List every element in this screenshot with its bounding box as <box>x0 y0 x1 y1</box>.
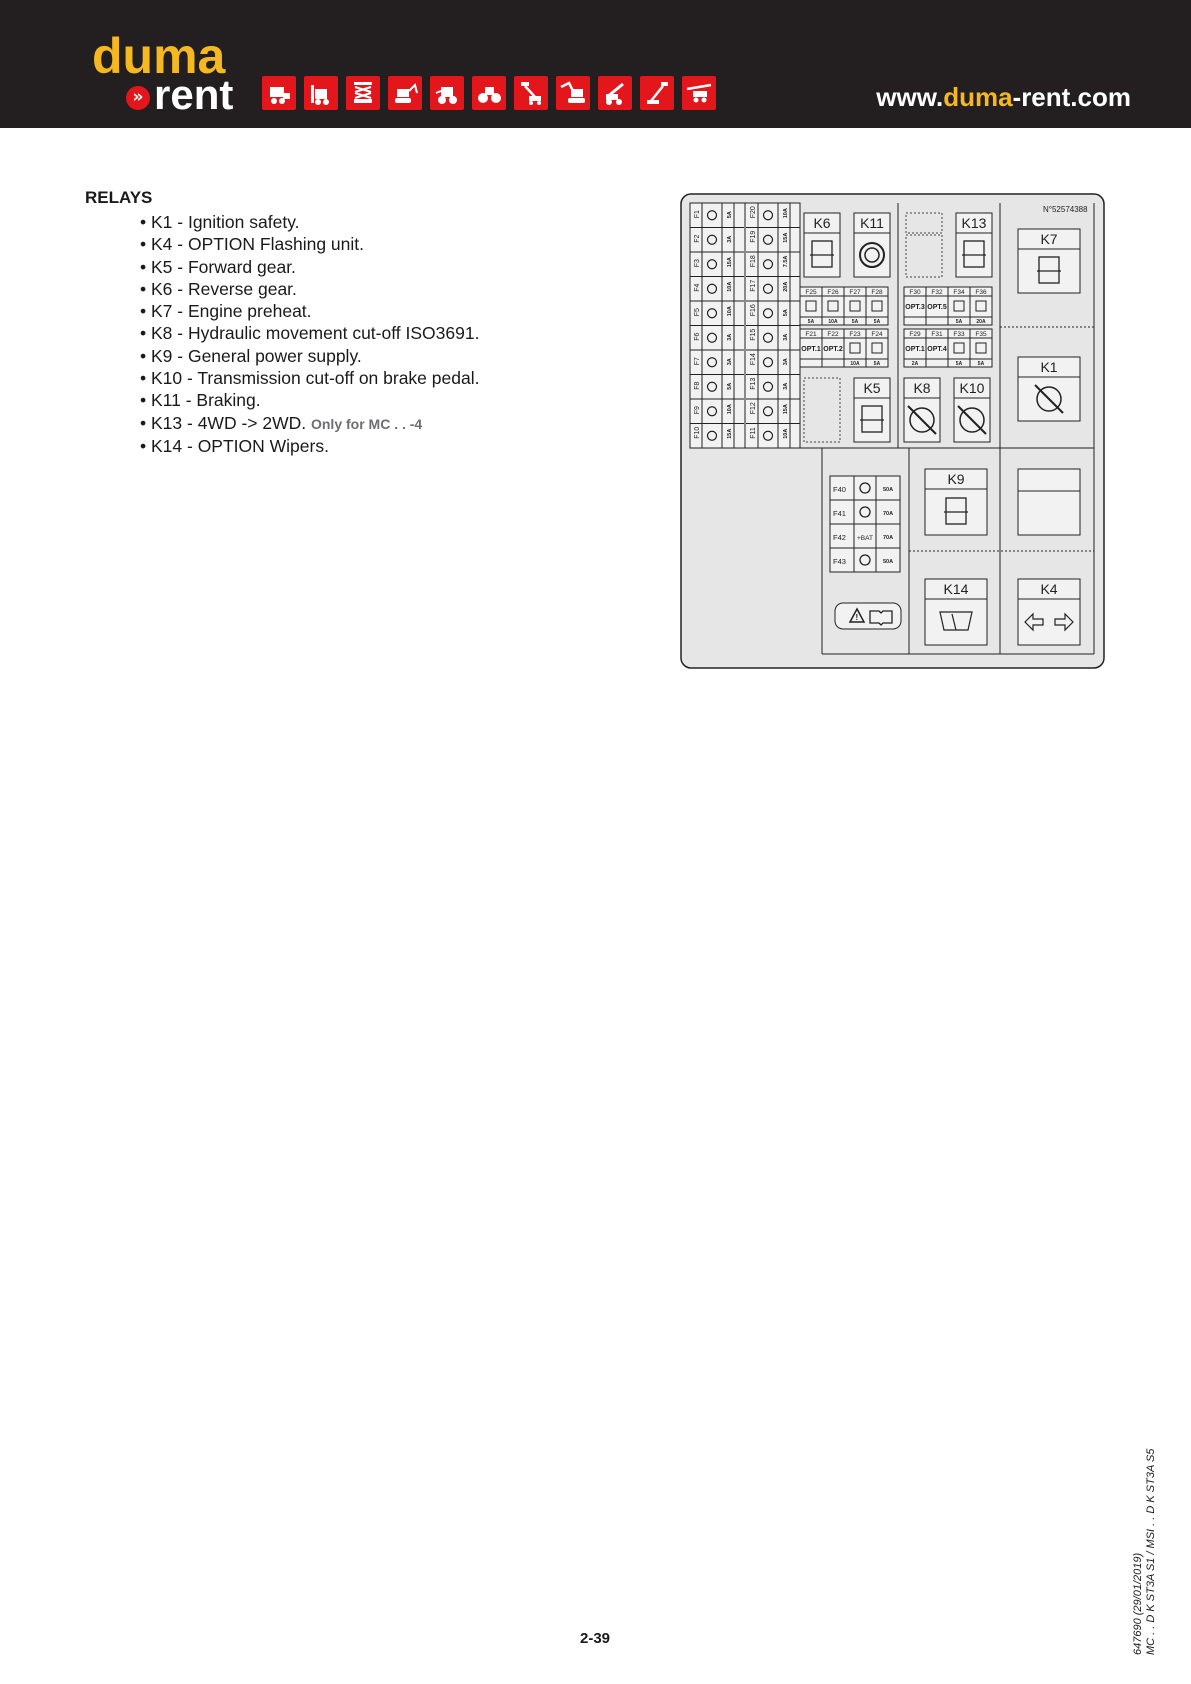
wheel-loader-icon <box>430 76 464 110</box>
relay-k4 <box>1018 579 1080 645</box>
fuse-amperage: 5A <box>873 361 881 367</box>
fuse-label: F14 <box>750 353 757 366</box>
fuse-amperage: 15A <box>727 257 733 268</box>
warning-exclamation-icon: ! <box>855 613 859 622</box>
logo-rent-text: rent <box>154 71 234 118</box>
fuse-option-label: OPT.5 <box>927 304 947 311</box>
list-item: • K8 - Hydraulic movement cut-off ISO3691. <box>140 322 479 344</box>
fuse-amperage: 10A <box>783 428 789 439</box>
list-item: • K1 - Ignition safety. <box>140 211 479 233</box>
relay-label: K10 <box>959 380 985 396</box>
fuse-amperage: 3A <box>727 358 733 366</box>
fuse-amperage: 50A <box>882 487 894 493</box>
relay-k9 <box>925 469 987 535</box>
list-item: • K6 - Reverse gear. <box>140 278 479 300</box>
fuse-label: F31 <box>931 331 943 338</box>
fuse-amperage: 5A <box>851 319 859 325</box>
fuse-label: F11 <box>750 427 757 439</box>
relay-label: K13 <box>961 215 987 231</box>
fuse-amperage: 3A <box>783 333 789 341</box>
fuse-label: F12 <box>750 402 757 415</box>
relay-k8 <box>904 378 940 442</box>
fuse-amperage: 15A <box>783 404 789 415</box>
fuse-label: F29 <box>909 331 921 338</box>
fuse-label: F21 <box>805 331 817 338</box>
boom-lift-icon <box>514 76 548 110</box>
relay-label: K11 <box>860 215 884 231</box>
fuse-label: F1 <box>694 210 701 219</box>
relay-k7 <box>1018 229 1080 293</box>
crane-truck-icon <box>682 76 716 110</box>
fuse-amperage: 3A <box>783 358 789 366</box>
fuse-row-f21-f24 <box>800 329 888 367</box>
fuse-label: F35 <box>975 331 987 338</box>
mast-lift-icon <box>640 76 674 110</box>
fuse-row-f29-f35 <box>904 329 992 367</box>
fuse-amperage: 3A <box>727 333 733 341</box>
fuse-amperage: 70A <box>882 511 894 517</box>
main-fuse-block <box>830 476 900 572</box>
fuse-amperage: 7.5A <box>783 255 789 268</box>
fuse-amperage: 5A <box>955 361 963 367</box>
fuse-label: F10 <box>694 426 701 439</box>
fuse-amperage: 2A <box>911 361 919 367</box>
fuse-amperage: 10A <box>727 306 733 317</box>
empty-relay-slot <box>1018 469 1080 491</box>
fuse-amperage: 10A <box>727 281 733 292</box>
fuse-label: F33 <box>953 331 965 338</box>
relay-label: K8 <box>913 380 931 396</box>
list-item: • K14 - OPTION Wipers. <box>140 435 479 457</box>
fuse-label: F23 <box>849 331 861 338</box>
fuse-label: F8 <box>694 381 701 390</box>
fuse-option-label: OPT.2 <box>823 346 843 353</box>
fuse-amperage: 10A <box>727 404 733 415</box>
fuse-label: F20 <box>750 206 757 219</box>
fuse-label: F6 <box>694 332 701 341</box>
excavator-icon <box>556 76 590 110</box>
mini-excavator-icon <box>388 76 422 110</box>
fuse-amperage: 10A <box>783 208 789 219</box>
roller-icon <box>472 76 506 110</box>
fuse-label: F43 <box>833 557 846 566</box>
list-item: • K7 - Engine preheat. <box>140 300 479 322</box>
fuse-label: F13 <box>750 377 757 390</box>
page-header <box>0 0 1191 128</box>
fuse-option-label: OPT.3 <box>905 304 925 311</box>
fuse-amperage: 20A <box>976 319 986 325</box>
fuse-label: F32 <box>931 289 943 296</box>
fuse-label: F18 <box>750 255 757 268</box>
list-item: • K10 - Transmission cut-off on brake pedal. <box>140 367 479 389</box>
fuse-label: F7 <box>694 357 701 366</box>
logo-arrow-icon: » <box>126 86 150 110</box>
fuse-label: F9 <box>694 406 701 415</box>
fuse-label: F34 <box>953 289 965 296</box>
fuse-label: F19 <box>750 230 757 243</box>
fuse-label: F16 <box>750 304 757 317</box>
fuse-label: F28 <box>871 289 883 296</box>
fuse-amperage: 5A <box>977 361 985 367</box>
fuse-amperage: 5A <box>727 382 733 390</box>
model-note: Only for MC . . -4 <box>310 415 423 432</box>
fuse-box-diagram <box>680 193 1105 669</box>
fuse-label: F17 <box>750 279 757 292</box>
list-item: • K4 - OPTION Flashing unit. <box>140 233 479 255</box>
warning-manual-badge <box>835 603 901 629</box>
relay-k10 <box>954 378 990 442</box>
relay-k1 <box>1018 357 1080 421</box>
fuse-row-f30-f36 <box>904 287 992 325</box>
skid-loader-icon <box>262 76 296 110</box>
fuse-amperage: 10A <box>850 361 860 367</box>
relay-k11 <box>854 213 890 277</box>
fuse-label: F2 <box>694 234 701 243</box>
serial-number: N°52574388 <box>1043 205 1088 214</box>
fuse-amperage: 70A <box>882 535 894 541</box>
fuse-label: F3 <box>694 259 701 268</box>
fuse-amperage: 5A <box>727 211 733 219</box>
fuse-amperage: 15A <box>783 232 789 243</box>
page-number: 2-39 <box>580 1630 611 1647</box>
fuse-label: F25 <box>805 289 817 296</box>
fuse-amperage: 50A <box>882 559 894 565</box>
fuse-option-label: OPT.1 <box>801 346 821 353</box>
fuse-amperage: 3A <box>783 382 789 390</box>
website-url: www.duma-rent.com <box>876 82 1131 112</box>
fuse-amperage: 15A <box>727 428 733 439</box>
fuse-label: F24 <box>871 331 883 338</box>
fuse-option-label: OPT.1 <box>905 346 925 353</box>
fuse-label: F26 <box>827 289 839 296</box>
list-item: • K9 - General power supply. <box>140 345 479 367</box>
list-item: • K13 - 4WD -> 2WD. Only for MC . . -4 <box>140 412 479 435</box>
relay-label: K5 <box>863 380 881 396</box>
relay-label: K6 <box>813 215 831 231</box>
empty-relay-slot <box>1018 491 1080 535</box>
relay-label: K14 <box>943 581 969 597</box>
relay-label: K9 <box>947 471 965 487</box>
relay-label: K4 <box>1040 581 1058 597</box>
fuse-label: F36 <box>975 289 987 296</box>
scissor-lift-icon <box>346 76 380 110</box>
fuse-label: F5 <box>694 308 701 317</box>
fuse-label: F41 <box>833 509 846 518</box>
fuse-label: F15 <box>750 328 757 341</box>
relay-k5 <box>854 378 890 442</box>
relay-k6 <box>804 213 840 277</box>
fuse-label: F4 <box>694 283 701 292</box>
battery-label: +BAT <box>857 535 873 542</box>
logo-duma-text: duma <box>92 28 226 84</box>
relays-heading: RELAYS <box>85 188 153 207</box>
telehandler-icon <box>598 76 632 110</box>
relay-list <box>140 211 479 457</box>
fuse-amperage: 3A <box>727 235 733 243</box>
fuse-label: F30 <box>909 289 921 296</box>
fuse-amperage: 5A <box>783 309 789 317</box>
list-item: • K11 - Braking. <box>140 389 479 411</box>
fuse-label: F40 <box>833 485 846 494</box>
relay-label: K7 <box>1040 231 1058 247</box>
list-item: • K5 - Forward gear. <box>140 256 479 278</box>
document-reference: 647690 (29/01/2019) MC . . D K ST3A S1 / MSI . . D K ST3A S5 <box>1132 1448 1157 1655</box>
fuse-label: F27 <box>849 289 861 296</box>
fuse-amperage: 10A <box>828 319 838 325</box>
fuse-amperage: 5A <box>955 319 963 325</box>
forklift-icon <box>304 76 338 110</box>
fuse-amperage: 20A <box>783 281 789 292</box>
fuse-amperage: 5A <box>873 319 881 325</box>
fuse-amperage: 5A <box>807 319 815 325</box>
fuse-label: F42 <box>833 533 846 542</box>
fuse-option-label: OPT.4 <box>927 346 947 353</box>
relay-k13 <box>956 213 992 277</box>
relay-k14 <box>925 579 987 645</box>
fuse-label: F22 <box>827 331 839 338</box>
fuse-row-f25-f28 <box>800 287 888 325</box>
relay-label: K1 <box>1040 359 1058 375</box>
